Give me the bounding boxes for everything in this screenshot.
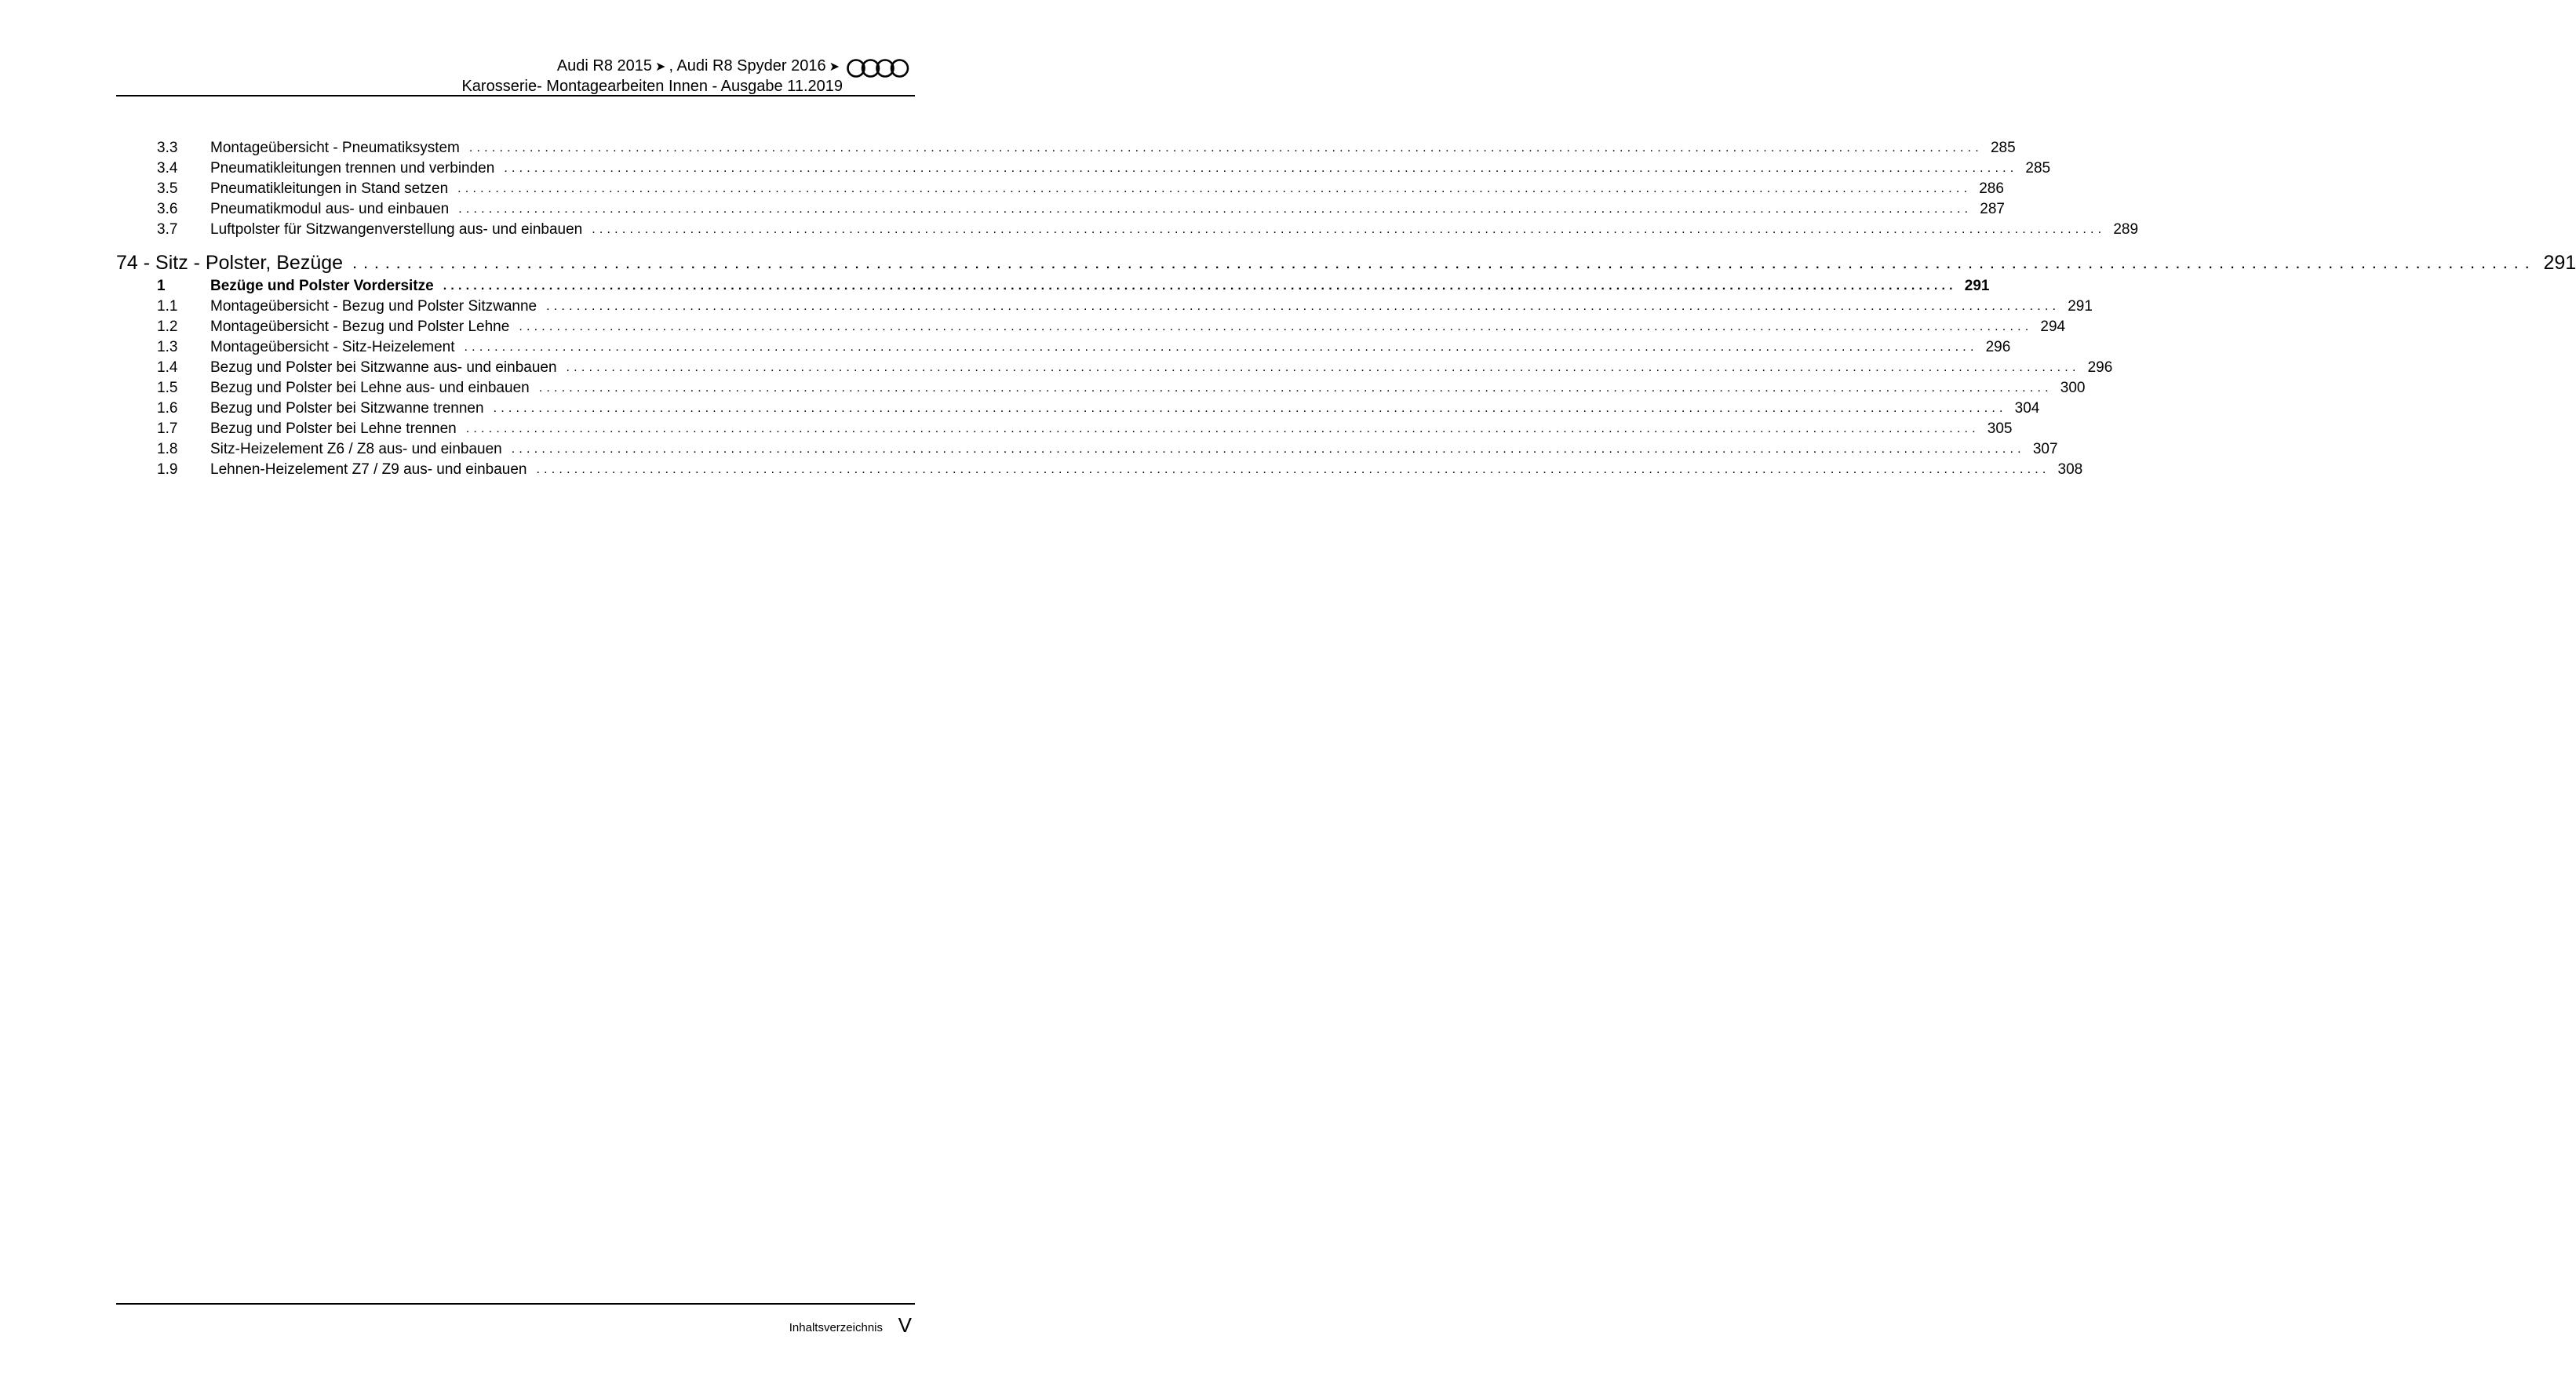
toc-dot-leader: ........................................................................................................................................................................................................ (536, 463, 2050, 476)
toc-dot-leader: ........................................................................................................................................................................................................ (592, 223, 2106, 236)
toc-entry-title: Montageübersicht - Sitz-Heizelement (210, 339, 455, 355)
toc-dot-leader: ........................................................................................................................................................................................................ (352, 253, 2536, 272)
toc-entry-page: 285 (2025, 160, 2051, 177)
toc-entry[interactable] (116, 179, 2004, 199)
toc-dot-leader: ........................................................................................................................................................................................................ (465, 422, 1980, 435)
toc-entry-number: 1.5 (157, 380, 178, 396)
toc-entry-title: Montageübersicht - Bezug und Polster Lehne (210, 319, 510, 335)
toc-section-title: Bezüge und Polster Vordersitze (210, 278, 434, 294)
toc-entry[interactable] (116, 337, 2011, 358)
toc-entry-title: Bezug und Polster bei Sitzwanne aus- und einbauen (210, 359, 557, 376)
toc-entry[interactable] (116, 399, 2040, 419)
toc-entry-title: Montageübersicht - Bezug und Polster Sitzwanne (210, 298, 537, 315)
arrow-right-icon: ➤ (829, 60, 840, 74)
toc-dot-leader: ........................................................................................................................................................................................................ (443, 279, 1957, 293)
toc-section-number: 1 (157, 278, 166, 294)
toc-entry-number: 3.7 (157, 221, 178, 238)
footer-divider (116, 1303, 915, 1305)
toc-section-page: 291 (1964, 278, 1990, 294)
toc-entry-title: Pneumatikmodul aus- und einbauen (210, 201, 450, 217)
toc-entry-number: 1.2 (157, 319, 178, 335)
header-model-1: Audi R8 2015 (556, 57, 653, 75)
toc-entry-number: 1.1 (157, 298, 178, 315)
toc-entry[interactable] (116, 378, 2086, 399)
toc-entry-number: 3.4 (157, 160, 178, 177)
toc-entry-number: 1.4 (157, 359, 178, 376)
header-text (461, 56, 843, 96)
toc-entry-page: 296 (1985, 339, 2011, 355)
header-subtitle: Karosserie- Montagearbeiten Innen - Ausgabe 11.2019 (461, 78, 843, 95)
toc-entry-page: 291 (2068, 298, 2093, 315)
toc-entry-number: 1.6 (157, 400, 178, 417)
toc-entry-number: 1.9 (157, 461, 178, 478)
toc-dot-leader: ........................................................................................................................................................................................................ (546, 300, 2060, 313)
toc-entry[interactable] (116, 419, 2013, 439)
toc-entry-title: Bezug und Polster bei Lehne aus- und einbauen (210, 380, 530, 396)
toc-dot-leader: ........................................................................................................................................................................................................ (458, 202, 1973, 216)
toc-chapter-page: 291 (2543, 251, 2576, 274)
footer-page-number: V (898, 1313, 912, 1337)
page-header (116, 55, 915, 96)
toc-dot-leader: ........................................................................................................................................................................................................ (538, 381, 2053, 395)
toc-entry-page: 307 (2032, 441, 2058, 457)
toc-entry-page: 289 (2113, 221, 2139, 238)
toc-entry-title: Luftpolster für Sitzwangenverstellung aus- und einbauen (210, 221, 583, 238)
toc-entry-title: Montageübersicht - Pneumatiksystem (210, 140, 460, 156)
toc-dot-leader: ........................................................................................................................................................................................................ (504, 162, 2018, 175)
toc-entry[interactable] (116, 358, 2113, 378)
toc-entry-title: Pneumatikleitungen trennen und verbinden (210, 160, 495, 177)
toc-entry-page: 296 (2087, 359, 2113, 376)
toc-dot-leader: ........................................................................................................................................................................................................ (457, 182, 1972, 195)
toc-entry-title: Bezug und Polster bei Lehne trennen (210, 420, 457, 437)
footer-label: Inhaltsverzeichnis (789, 1321, 883, 1334)
header-divider (116, 95, 915, 96)
toc-entry-number: 1.3 (157, 339, 178, 355)
toc-entry-number: 3.3 (157, 140, 178, 156)
audi-rings-logo (846, 58, 910, 78)
toc-entry-page: 308 (2057, 461, 2083, 478)
toc-chapter-entry[interactable] (116, 246, 2576, 279)
toc-entry-page: 294 (2040, 319, 2066, 335)
toc-chapter-title: 74 - Sitz - Polster, Bezüge (116, 251, 344, 274)
toc-entry[interactable] (116, 199, 2005, 220)
toc-entry[interactable] (116, 460, 2083, 480)
toc-section-entry[interactable] (116, 276, 1990, 297)
toc-entry-title: Pneumatikleitungen in Stand setzen (210, 180, 449, 197)
arrow-right-icon: ➤ (655, 60, 666, 74)
toc-entry[interactable] (116, 138, 2016, 158)
toc-dot-leader: ........................................................................................................................................................................................................ (493, 402, 2007, 415)
toc-entry[interactable] (116, 220, 2139, 240)
toc-dot-leader: ........................................................................................................................................................................................................ (566, 361, 2080, 374)
toc-dot-leader: ........................................................................................................................................................................................................ (464, 340, 1978, 354)
toc-entry-title: Sitz-Heizelement Z6 / Z8 aus- und einbauen (210, 441, 502, 457)
toc-entry-title: Bezug und Polster bei Sitzwanne trennen (210, 400, 484, 417)
toc-entry[interactable] (116, 439, 2058, 460)
toc-entry-title: Lehnen-Heizelement Z7 / Z9 aus- und einbauen (210, 461, 527, 478)
toc-entry-number: 3.5 (157, 180, 178, 197)
toc-entry-number: 1.8 (157, 441, 178, 457)
header-models (461, 56, 843, 77)
toc-entry-page: 287 (1980, 201, 2005, 217)
header-model-2: , Audi R8 Spyder 2016 (669, 57, 826, 75)
toc-entry-number: 3.6 (157, 201, 178, 217)
table-of-contents (116, 138, 2576, 480)
toc-entry-page: 305 (1987, 420, 2013, 437)
toc-entry-number: 1.7 (157, 420, 178, 437)
toc-entry-page: 286 (1979, 180, 2004, 197)
toc-entry-page: 285 (1990, 140, 2016, 156)
toc-entry[interactable] (116, 297, 2093, 317)
toc-entry[interactable] (116, 158, 2051, 179)
toc-entry-page: 300 (2060, 380, 2086, 396)
toc-entry[interactable] (116, 317, 2066, 337)
toc-dot-leader: ........................................................................................................................................................................................................ (519, 320, 2033, 333)
toc-dot-leader: ........................................................................................................................................................................................................ (468, 141, 1983, 155)
toc-dot-leader: ........................................................................................................................................................................................................ (511, 442, 2025, 456)
toc-entry-page: 304 (2014, 400, 2040, 417)
